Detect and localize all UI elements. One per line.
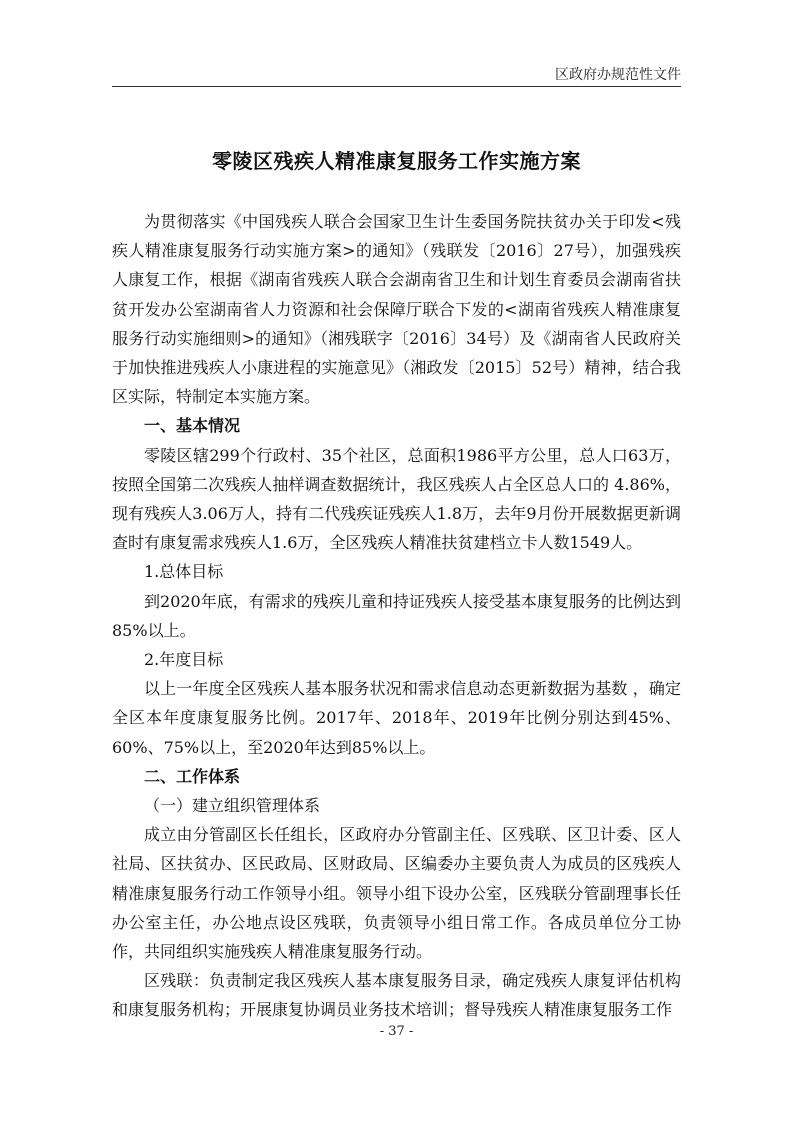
- section-heading-work-system: 二、工作体系: [144, 766, 241, 786]
- document-title: 零陵区残疾人精准康复服务工作实施方案: [212, 149, 581, 173]
- subheading-overall-goal: 1.总体目标: [144, 562, 224, 582]
- running-header: 区政府办规范性文件: [555, 67, 681, 83]
- overall-goal-paragraph: 到2020年底，有需求的残疾儿童和持证残疾人接受基本康复服务的比例达到85%以上。: [112, 591, 681, 640]
- section-heading-basic-situation: 一、基本情况: [144, 416, 241, 436]
- leading-group-paragraph: 成立由分管副区长任组长，区政府办分管副主任、区残联、区卫计委、区人社局、区扶贫办、区民政局、区财政局、区编委办主要负责人为成员的区残疾人精准康复服务行动工作领导小组。领导小组下设办公室，区残联分管副理事长任办公室主任，办公地点设区残联，负责领导小组日常工作。各成员单位分工协作，共同组织实施残疾人精准康复服务行动。: [112, 825, 681, 962]
- subheading-organization-system: （一）建立组织管理体系: [144, 796, 321, 816]
- page-number: - 37 -: [379, 1024, 414, 1039]
- district-federation-duties-paragraph: 区残联：负责制定我区残疾人基本康复服务目录，确定残疾人康复评估机构和康复服务机构；开展康复协调员业务技术培训；督导残疾人精准康复服务工作: [112, 971, 681, 1020]
- subheading-annual-goal: 2.年度目标: [144, 650, 224, 670]
- header-divider: [112, 86, 681, 87]
- document-body: [112, 207, 681, 1025]
- annual-goal-paragraph: 以上一年度全区残疾人基本服务状况和需求信息动态更新数据为基数 ，确定全区本年度康复服务比例。2017年、2018年、2019年比例分别达到45%、60%、75%以上，至2020年达到85%以上。: [112, 679, 681, 757]
- intro-paragraph: 为贯彻落实《中国残疾人联合会国家卫生计生委国务院扶贫办关于印发<残疾人精准康复服务行动实施方案>的通知》（残联发〔2016〕27号），加强残疾人康复工作，根据《湖南省残疾人联合会湖南省卫生和计划生育委员会湖南省扶贫开发办公室湖南省人力资源和社会保障厅联合下发的<湖南省残疾人精准康复服务行动实施细则>的通知》（湘残联字〔2016〕34号）及《湖南省人民政府关于加快推进残疾人小康进程的实施意见》（湘政发〔2015〕52号）精神，结合我区实际，特制定本实施方案。: [112, 212, 681, 407]
- basic-situation-paragraph: 零陵区辖299个行政村、35个社区，总面积1986平方公里，总人口63万，按照全国第二次残疾人抽样调查数据统计，我区残疾人占全区总人口的 4.86%，现有残疾人3.06万人，持有二代残疾证残疾人1.8万，去年9月份开展数据更新调查时有康复需求残疾人1.6万，全区残疾人精准扶贫建档立卡人数1549人。: [112, 445, 681, 553]
